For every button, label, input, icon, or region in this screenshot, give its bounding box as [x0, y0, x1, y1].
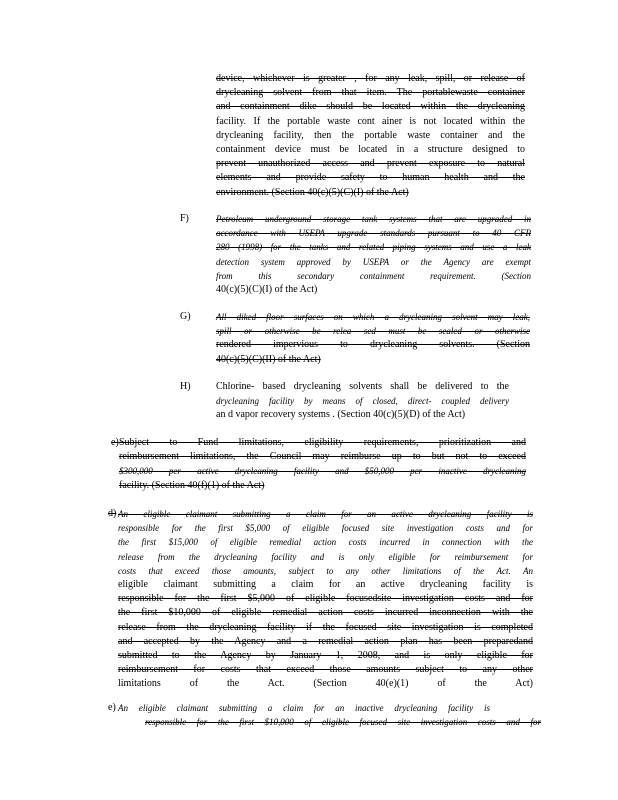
text-line: responsible for the first $10,000 of eligible focused site investigation costs and for — [145, 717, 541, 727]
text-line: and containment dike should be located within the drycleaning — [216, 101, 525, 113]
item-g-text — [216, 310, 530, 367]
item-e-text-line-1 — [118, 701, 490, 715]
text-line: responsible for the first $5,000 of eligible focused site investigation costs and for — [118, 523, 533, 534]
item-e-text-line-2 — [145, 715, 541, 729]
text-line: Subject to Fund limitations, eligibility requirements, prioritization and — [119, 437, 526, 448]
item-h-text — [216, 380, 509, 423]
text-line: drycleaning solvent from that item. The portablewaste container — [216, 87, 525, 99]
text-line: spill or otherwise be relea sed must be sealed or otherwise — [216, 326, 530, 337]
text-line: the first $10,000 of eligible remedial action costs incurred inconnection with the — [118, 607, 533, 619]
text-line: submitted to the Agency by January 1, 2008, and is only eligible for — [118, 650, 533, 662]
text-line: An eligible claimant submitting a claim for an active drycleaning facility is — [118, 509, 533, 519]
text-line: 40(c)(5)(C)(I) of the Act) — [216, 284, 318, 296]
text-line: rendered impervious to drycleaning solvents. (Section — [216, 339, 530, 351]
text-line: release from the drycleaning facility if the focused site investigation is completed — [118, 621, 533, 633]
text-line: Chlorine- based drycleaning solvents shall be delivered to the — [216, 381, 509, 392]
text-line: prevent unauthorized access and prevent exposure to natural — [216, 158, 525, 170]
text-line: 40(c)(5)(C)(II) of the Act) — [216, 353, 321, 365]
item-label-h: H) — [180, 381, 191, 392]
text-line: and accepted by the Agency and a remedial action plan has been preparedand — [118, 635, 533, 647]
item-f-text — [216, 212, 531, 297]
text-line: All diked floor surfaces on which a drycleaning solvent may leak, — [216, 312, 530, 322]
text-line: an d vapor recovery systems . (Section 40(c)(5)(D) of the Act) — [216, 409, 466, 421]
text-line: eligible claimant submitting a claim for an active drycleaning facility is — [118, 579, 533, 591]
text-line: drycleaning facility by means of closed, direct- coupled delivery — [216, 396, 509, 407]
text-line: accordance with USEPA upgrade standards pursuant to 40 CFR — [216, 228, 531, 239]
text-line: An eligible claimant submitting a claim for an inactive drycleaning facility is — [118, 703, 490, 713]
continuation-paragraph — [216, 72, 525, 200]
item-label-c: e) — [111, 437, 119, 448]
item-label-g: G) — [180, 311, 191, 322]
text-line: device, whichever is greater , for any leak, spill, or release of — [216, 73, 525, 84]
text-line: release from the drycleaning facility and is only eligible for reimbursement for — [118, 551, 533, 562]
text-line: elements and provide safety to human health and the — [216, 172, 525, 184]
item-label-e: e) — [108, 702, 116, 713]
text-line: from this secondary containment requirement. (Section — [216, 270, 531, 281]
text-line: responsible for the first $5,000 of eligible focusedsite investigation costs and for — [118, 593, 533, 605]
text-line: drycleaning facility, then the portable waste container and the — [216, 129, 525, 141]
text-line: environment. (Section 40(c)(5)(C)(I) of the Act) — [216, 186, 409, 198]
item-label-d: d) — [108, 508, 117, 519]
text-line: the first $15,000 of eligible remedial action costs incurred in connection with the — [118, 537, 533, 548]
text-line: facility. (Section 40(f)(1) of the Act) — [119, 479, 265, 491]
text-line: reimbursement limitations, the Council may reimburse up to but not to exceed — [119, 451, 526, 463]
item-d-text — [118, 507, 533, 692]
text-line: detection system approved by USEPA or the Agency are exempt — [216, 256, 531, 267]
text-line: 280 (1998) for the tanks and related piping systems and use a leak — [216, 242, 531, 253]
item-c-text — [119, 436, 526, 493]
text-line: $300,000 per active drycleaning facility and $50,000 per inactive drycleaning — [119, 466, 526, 477]
text-line: Petroleum underground storage tank systems that are upgraded in — [216, 214, 531, 224]
text-line: limitations of the Act. (Section 40(e)(1) of the Act) — [118, 678, 533, 690]
text-line: facility. If the portable waste cont ainer is not located within the — [216, 115, 525, 127]
text-line: reimbursement for costs that exceed those amounts subject to any other — [118, 664, 533, 676]
item-label-f: F) — [180, 213, 189, 224]
text-line: costs that exceed those amounts, subject to any other limitations of the Act. An — [118, 565, 533, 576]
text-line: containment device must be located in a structure designed to — [216, 144, 525, 156]
